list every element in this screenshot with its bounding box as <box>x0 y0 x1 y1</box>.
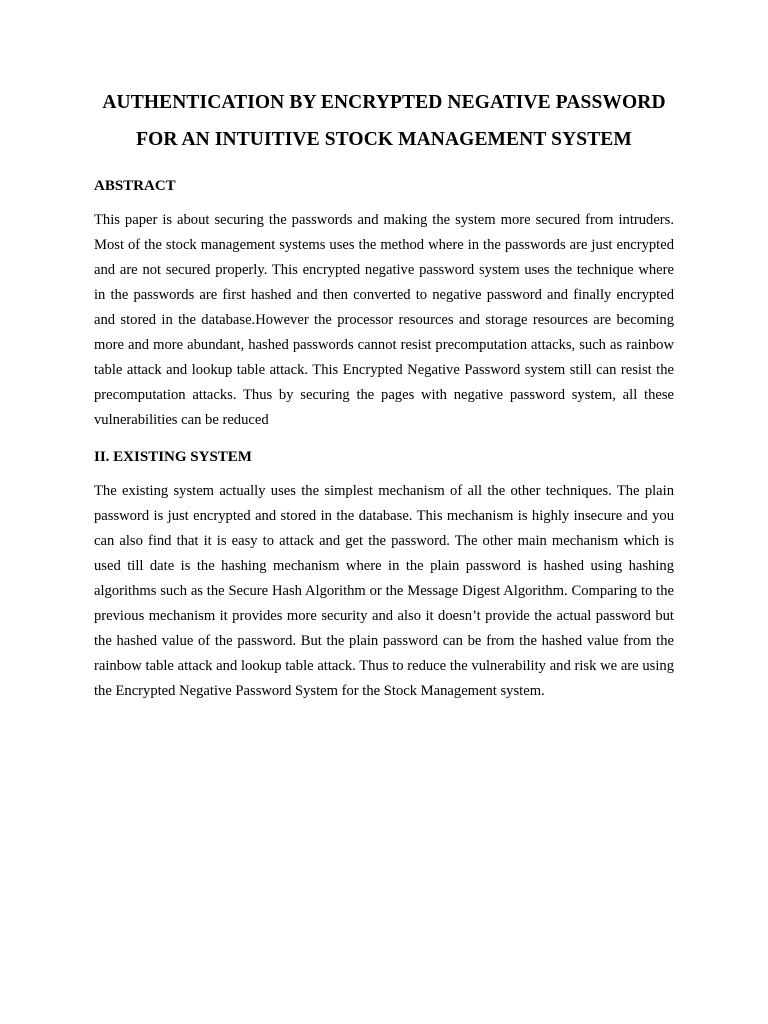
existing-system-paragraph: The existing system actually uses the simplest mechanism of all the other techniques. The plain password is just encrypted and stored in the database. This mechanism is highly insecure and you can also find that it is easy to attack and get the password. The other main mechanism which is used till date is the hashing mechanism where in the plain password is hashed using hashing algorithms such as the Secure Hash Algorithm or the Message Digest Algorithm. Comparing to the previous mechanism it provides more security and also it doesn’t provide the actual password but the hashed value of the password. But the plain password can be from the hashed value from the rainbow table attack and lookup table attack. Thus to reduce the vulnerability and risk we are using the Encrypted Negative Password System for the Stock Management system. <box>94 483 674 699</box>
abstract-heading: ABSTRACT <box>94 178 176 194</box>
abstract-paragraph: This paper is about securing the passwords and making the system more secured from intruders. Most of the stock management systems uses the method where in the passwords are just encrypted and are not secured properly. This encrypted negative password system uses the technique where in the passwords are first hashed and then converted to negative password and finally encrypted and stored in the database.However the processor resources and storage resources are becoming more and more abundant, hashed passwords cannot resist precomputation attacks, such as rainbow table attack and lookup table attack. This Encrypted Negative Password system still can resist the precomputation attacks. Thus by securing the pages with negative password system, all these vulnerabilities can be reduced <box>94 212 674 428</box>
existing-system-heading: II. EXISTING SYSTEM <box>94 449 252 465</box>
paper-title: AUTHENTICATION BY ENCRYPTED NEGATIVE PASSWORD FOR AN INTUITIVE STOCK MANAGEMENT SYSTEM <box>102 92 666 150</box>
